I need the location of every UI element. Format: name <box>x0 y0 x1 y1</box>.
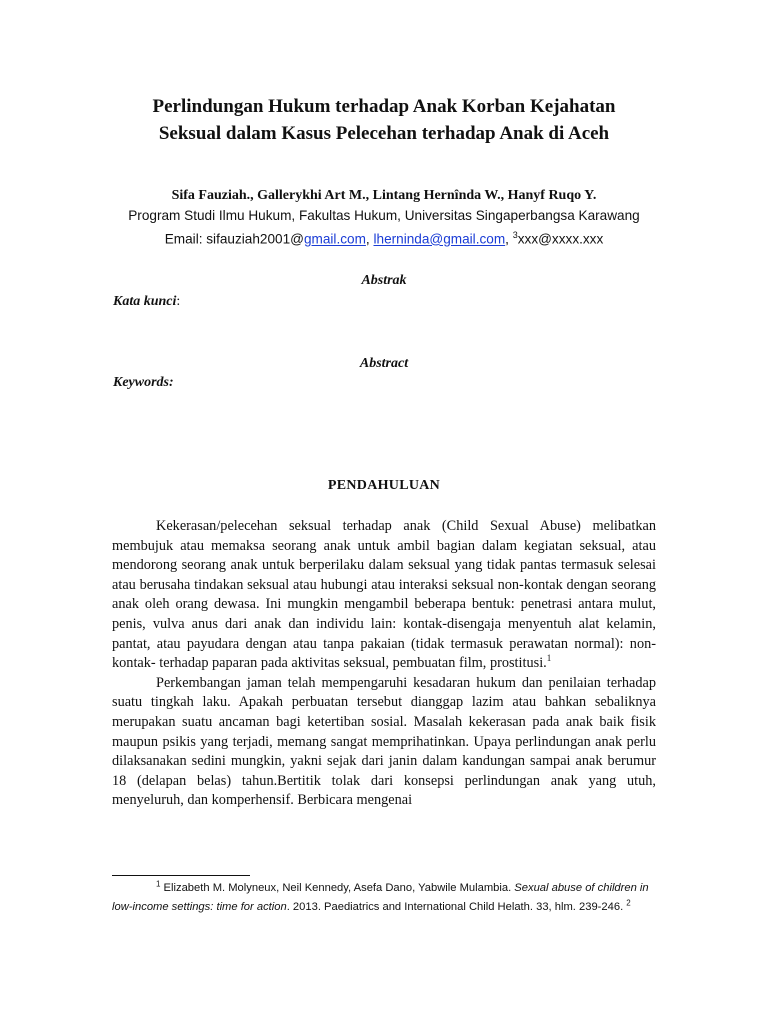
kata-kunci-colon: : <box>176 294 181 309</box>
email-prefix: Email: sifauziah2001@ <box>164 231 304 247</box>
footnote-number: 1 <box>156 879 161 889</box>
footnote-authors: Elizabeth M. Molyneux, Neil Kennedy, Asefa Dano, Yabwile Mulambia. <box>160 882 515 894</box>
email-separator: , <box>365 231 374 247</box>
paragraph-1 <box>112 517 656 674</box>
footnote-1 <box>112 879 656 917</box>
abstrak-heading: Abstrak <box>361 273 407 288</box>
keywords-label: Keywords: <box>113 375 174 390</box>
email-superscript: 3 <box>512 230 518 240</box>
email-separator: , <box>505 231 513 247</box>
email-link-lherninda[interactable]: lherninda@gmail.com <box>373 231 506 247</box>
footnote-rest: . 2013. Paediatrics and International Child Helath. 33, hlm. 239-246. <box>286 901 627 913</box>
paragraph-1-text: Kekerasan/pelecehan seksual terhadap anak (Child Sexual Abuse) melibatkan membujuk atau memaksa seorang anak untuk ambil bagian dalam kegiatan seksual, atau mendorong seorang anak untuk berperilaku dalam seksual yang tidak pantas termasuk selesai atau berusaha tindakan seksual atau hubungi atau interaksi seksual non-kontak dengan seorang anak oleh orang dewasa. Ini mungkin mengambil beberapa bentuk: penetrasi antara mulut, penis, vulva anus dari anak dan individu lain: kontak-disengaja menyentuh alat kelamin, pantat, atau payudara dengan atau tanpa pakaian (tidak termasuk perawatan normal): non-kontak- terhadap paparan pada aktivitas seksual, pembuatan film, prostitusi. <box>112 518 656 672</box>
footnote-divider <box>112 875 250 876</box>
paper-title-line-1: Perlindungan Hukum terhadap Anak Korban Kejahatan <box>152 96 616 117</box>
affiliation: Program Studi Ilmu Hukum, Fakultas Hukum, Universitas Singaperbangsa Karawang <box>128 208 640 223</box>
email-placeholder: xxx@xxxx.xxx <box>517 231 604 247</box>
paragraph-2-text: Perkembangan jaman telah mempengaruhi kesadaran hukum dan penilaian terhadap suatu tingkah laku. Apakah perbuatan tersebut dianggap lazim atau bahkan sebaliknya merupakan suatu ancaman bagi ketertiban sosial. Masalah kekerasan pada anak baik fisik maupun psikis yang terjadi, memang sangat memprihatinkan. Upaya perlindungan anak perlu dilaksanakan sedini mungkin, yakni sejak dari janin dalam kandungan sampai anak berumur 18 (delapan belas) tahun.Bertitik tolak dari konsepsi perlindungan anak yang utuh, menyeluruh, dan komperhensif. Berbicara mengenai <box>112 674 656 809</box>
paper-title-line-2: Seksual dalam Kasus Pelecehan terhadap Anak di Aceh <box>158 123 610 144</box>
kata-kunci-label <box>113 294 180 310</box>
footnote-title: Sexual abuse of children in low-income settings: time for action <box>112 882 649 913</box>
body-paragraphs <box>112 517 656 811</box>
email-line <box>80 230 688 247</box>
footnote-ref-2: 2 <box>626 898 631 908</box>
footnote-ref-1[interactable]: 1 <box>546 653 552 664</box>
section-heading-pendahuluan: PENDAHULUAN <box>327 478 441 493</box>
email-link-gmail[interactable]: gmail.com <box>303 231 366 247</box>
author-list: Sifa Fauziah., Gallerykhi Art M., Lintang Hernînda W., Hanyf Ruqo Y. <box>171 188 597 203</box>
abstract-heading: Abstract <box>359 356 409 371</box>
paragraph-2 <box>112 674 656 811</box>
kata-kunci-text: Kata kunci <box>113 294 177 309</box>
